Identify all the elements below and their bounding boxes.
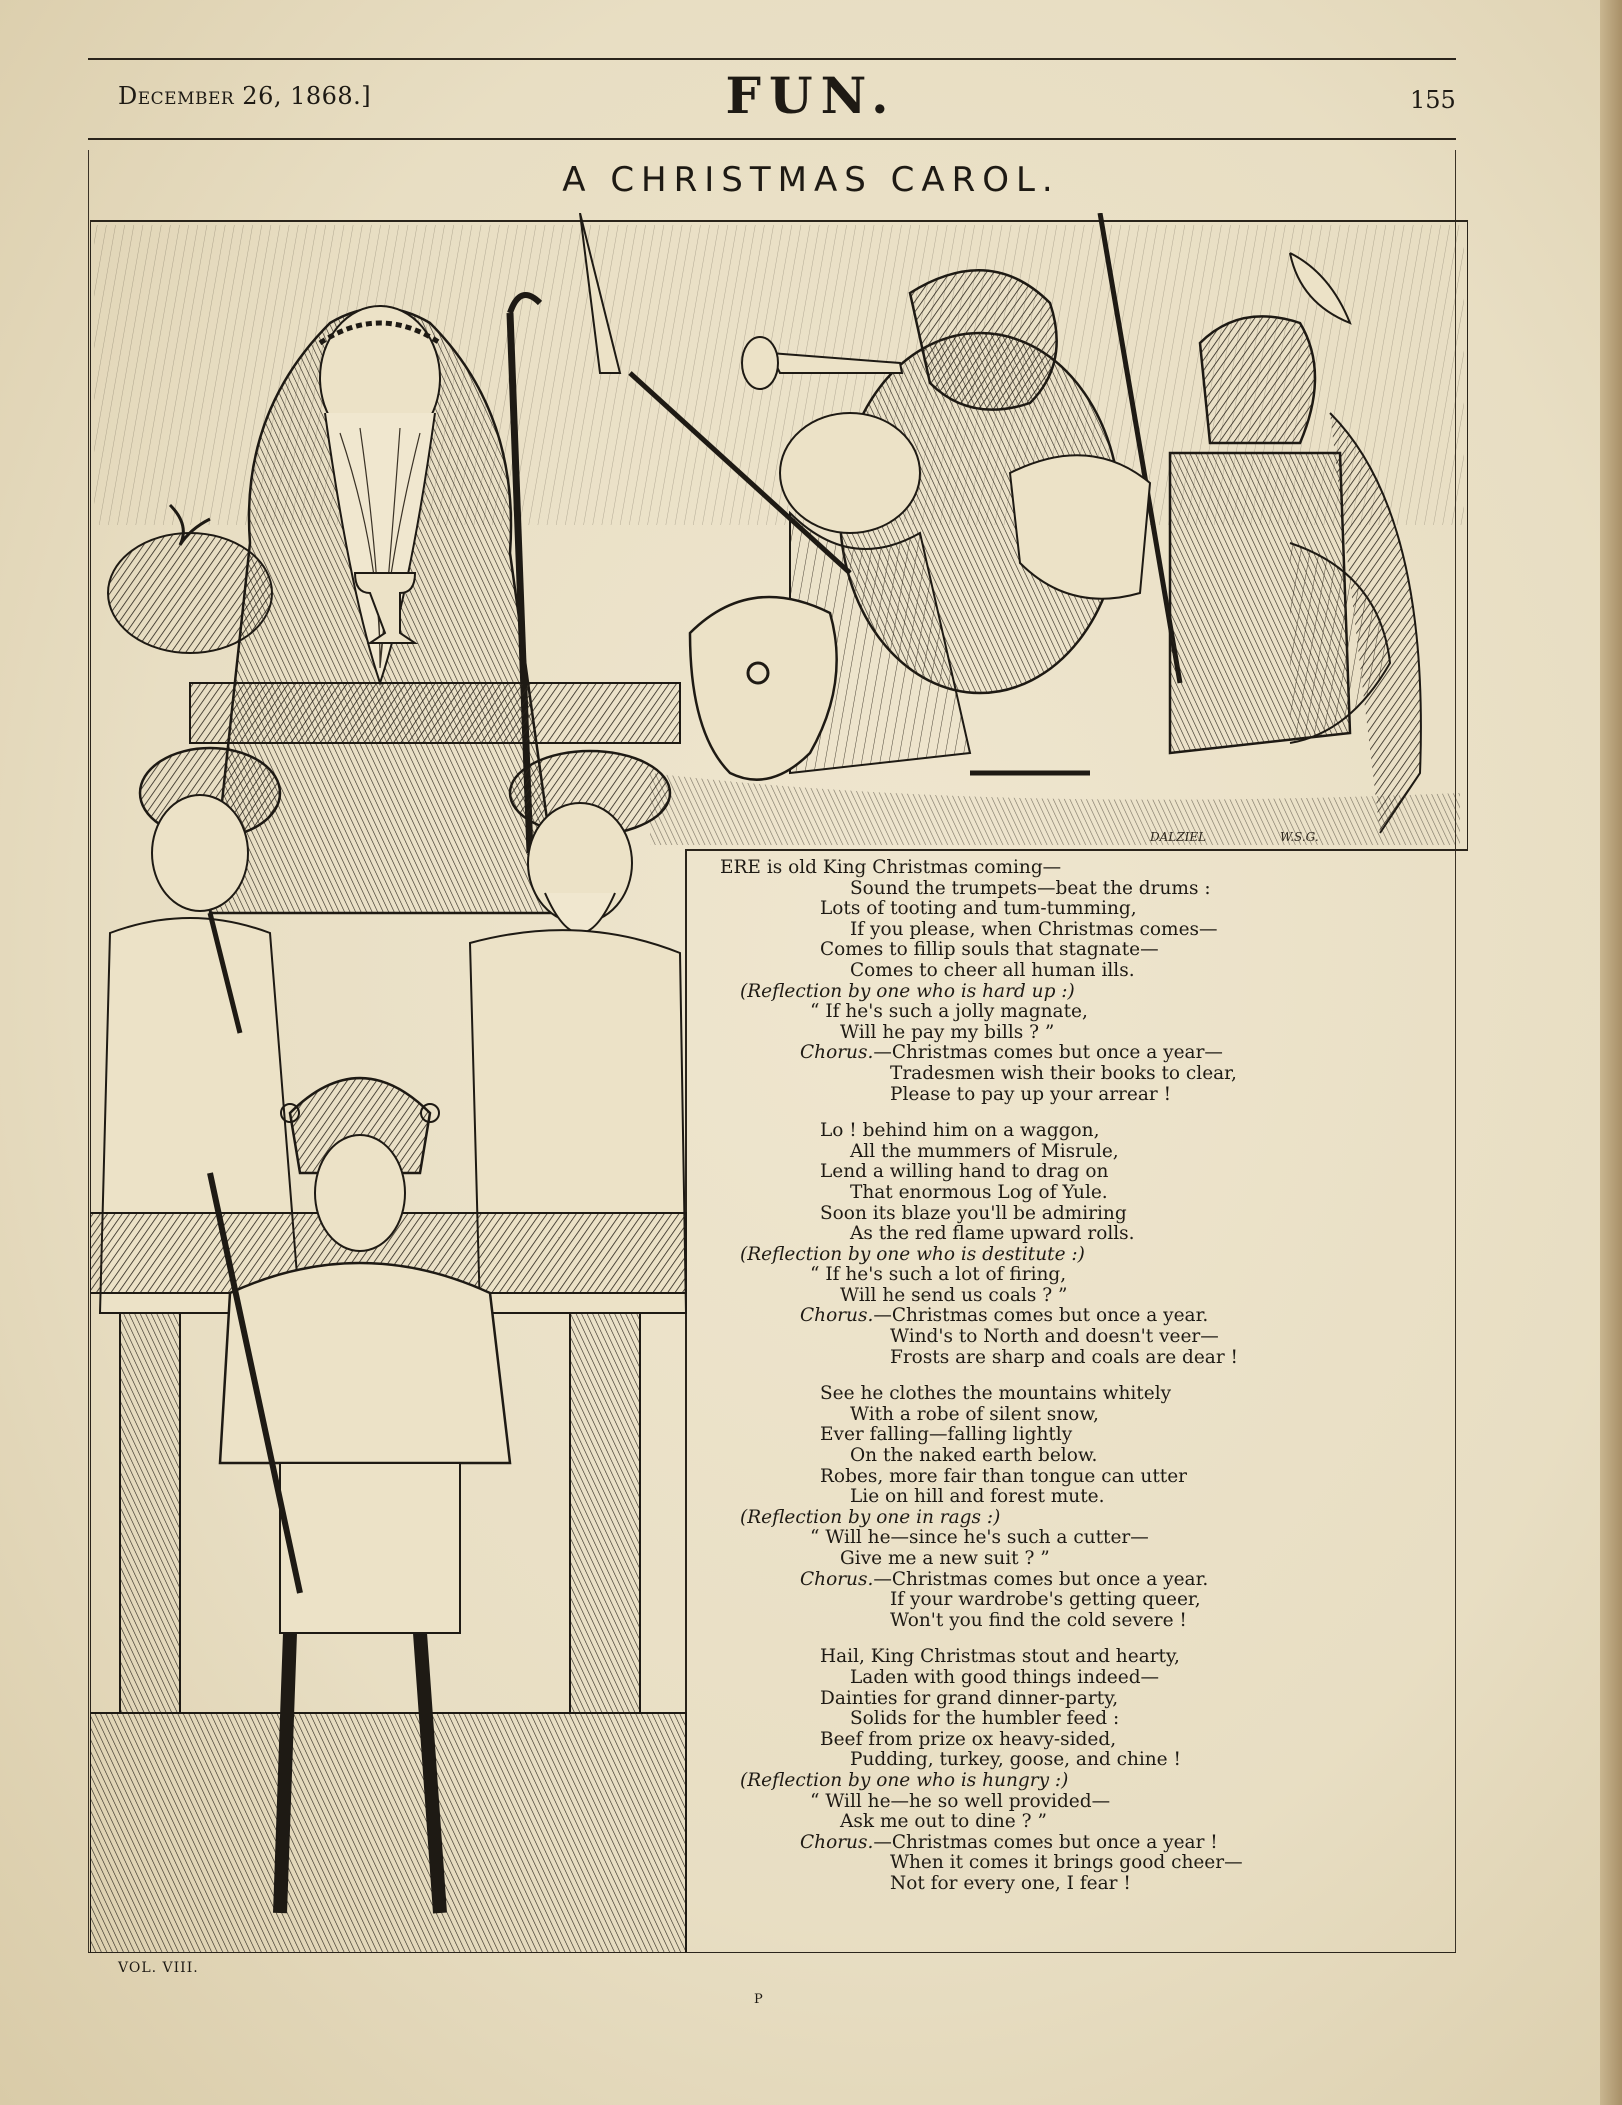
poem-line: ERE is old King Christmas coming— — [720, 857, 1062, 878]
poem-line: As the red flame upward rolls. — [850, 1223, 1135, 1245]
quote-line: Will he send us coals ? ” — [840, 1284, 1068, 1306]
poem-line: Comes to fillip souls that stagnate— — [820, 939, 1159, 961]
quote-line: Will he pay my bills ? ” — [840, 1021, 1055, 1043]
chorus-label: Chorus. — [800, 1831, 874, 1853]
chorus-text: —Christmas comes but once a year. — [873, 1568, 1209, 1590]
knight-helmet-icon — [1200, 316, 1315, 443]
engraver-signature: DALZIEL — [1150, 830, 1207, 844]
chorus-text: —Christmas comes but once a year— — [873, 1042, 1223, 1064]
masthead-bottom-rule — [88, 138, 1456, 140]
chorus-text: —Christmas comes but once a year. — [873, 1305, 1209, 1327]
ground-hatching — [650, 773, 1460, 845]
article-title: A CHRISTMAS CAROL. — [562, 160, 1060, 200]
printer-signature-mark: P — [754, 1992, 763, 2007]
poem-line: Sound the trumpets—beat the drums : — [850, 877, 1211, 899]
poem-line: Soon its blaze you'll be admiring — [820, 1202, 1127, 1224]
poem-line: Dainties for grand dinner-party, — [820, 1687, 1119, 1709]
reflection-line: (Reflection by one who is destitute :) — [740, 1243, 1085, 1265]
chorus-line — [700, 1306, 1300, 1327]
volume-label: VOL. VIII. — [118, 1960, 199, 1976]
chorus-label: Chorus. — [800, 1305, 874, 1327]
chorus-line — [700, 1043, 1300, 1064]
chorus-line: Wind's to North and doesn't veer— — [890, 1326, 1219, 1348]
quote-line: “ Will he—since he's such a cutter— — [810, 1527, 1149, 1549]
poem-line: Robes, more fair than tongue can utter — [820, 1465, 1187, 1487]
chorus-label: Chorus. — [800, 1042, 874, 1064]
quote-line: “ If he's such a lot of firing, — [810, 1264, 1067, 1286]
quote-line: Ask me out to dine ? ” — [840, 1811, 1047, 1833]
poem-line: Solids for the humbler feed : — [850, 1708, 1120, 1730]
poem-line: Lie on hill and forest mute. — [850, 1486, 1105, 1508]
reflection-line: (Reflection by one who is hungry :) — [740, 1769, 1069, 1791]
chorus-line: If your wardrobe's getting queer, — [890, 1589, 1201, 1611]
feast-table — [190, 683, 680, 743]
chorus-line: Not for every one, I fear ! — [890, 1872, 1131, 1894]
chorus-line: Tradesmen wish their books to clear, — [890, 1062, 1237, 1084]
stanza-3 — [700, 1384, 1300, 1631]
poem-line: That enormous Log of Yule. — [850, 1181, 1108, 1203]
chorus-line — [700, 1570, 1300, 1591]
stage-floor — [90, 1713, 686, 1953]
poem-line: Lo ! behind him on a waggon, — [820, 1120, 1100, 1142]
stanza-4 — [700, 1647, 1300, 1894]
chorus-label: Chorus. — [800, 1568, 874, 1590]
poem-line: All the mummers of Misrule, — [850, 1140, 1119, 1162]
reflection-line: (Reflection by one who is hard up :) — [740, 980, 1075, 1002]
chorus-line: Please to pay up your arrear ! — [890, 1083, 1172, 1105]
poem-line: Pudding, turkey, goose, and chine ! — [850, 1749, 1181, 1771]
stanza-1 — [700, 858, 1300, 1105]
poem-line: If you please, when Christmas comes— — [850, 918, 1218, 940]
poem-line: Ever falling—falling lightly — [820, 1424, 1073, 1446]
poem-line: Beef from prize ox heavy-sided, — [820, 1728, 1117, 1750]
chorus-line: Frosts are sharp and coals are dear ! — [890, 1346, 1238, 1368]
poem-body — [700, 858, 1300, 1911]
quote-line: “ Will he—he so well provided— — [810, 1790, 1111, 1812]
page-edge — [1600, 0, 1622, 2105]
masthead-top-rule — [88, 58, 1456, 60]
quote-line: Give me a new suit ? ” — [840, 1548, 1050, 1569]
chorus-line — [700, 1833, 1300, 1854]
reflection-line: (Reflection by one in rags :) — [740, 1506, 1001, 1528]
poem-line: Hail, King Christmas stout and hearty, — [820, 1646, 1180, 1668]
chorus-text: —Christmas comes but once a year ! — [873, 1831, 1218, 1853]
publication-title: FUN. — [725, 66, 897, 125]
poem-line: Laden with good things indeed— — [850, 1666, 1160, 1688]
poem-line: On the naked earth below. — [850, 1445, 1098, 1467]
stanza-2 — [700, 1121, 1300, 1368]
poem-line: Comes to cheer all human ills. — [850, 959, 1135, 981]
page-number: 155 — [1410, 86, 1456, 114]
quote-line: “ If he's such a jolly magnate, — [810, 1001, 1088, 1023]
poem-line: Lend a willing hand to drag on — [820, 1161, 1109, 1183]
poem-line: See he clothes the mountains whitely — [820, 1383, 1172, 1405]
issue-date: December 26, 1868.] — [118, 82, 372, 110]
poem-line: Lots of tooting and tum-tumming, — [820, 898, 1137, 920]
artist-signature: W.S.G. — [1280, 830, 1319, 844]
chorus-line: When it comes it brings good cheer— — [890, 1852, 1243, 1874]
chorus-line: Won't you find the cold severe ! — [890, 1609, 1187, 1631]
footer-rule — [88, 1952, 1456, 1953]
poem-line: With a robe of silent snow, — [850, 1403, 1099, 1425]
